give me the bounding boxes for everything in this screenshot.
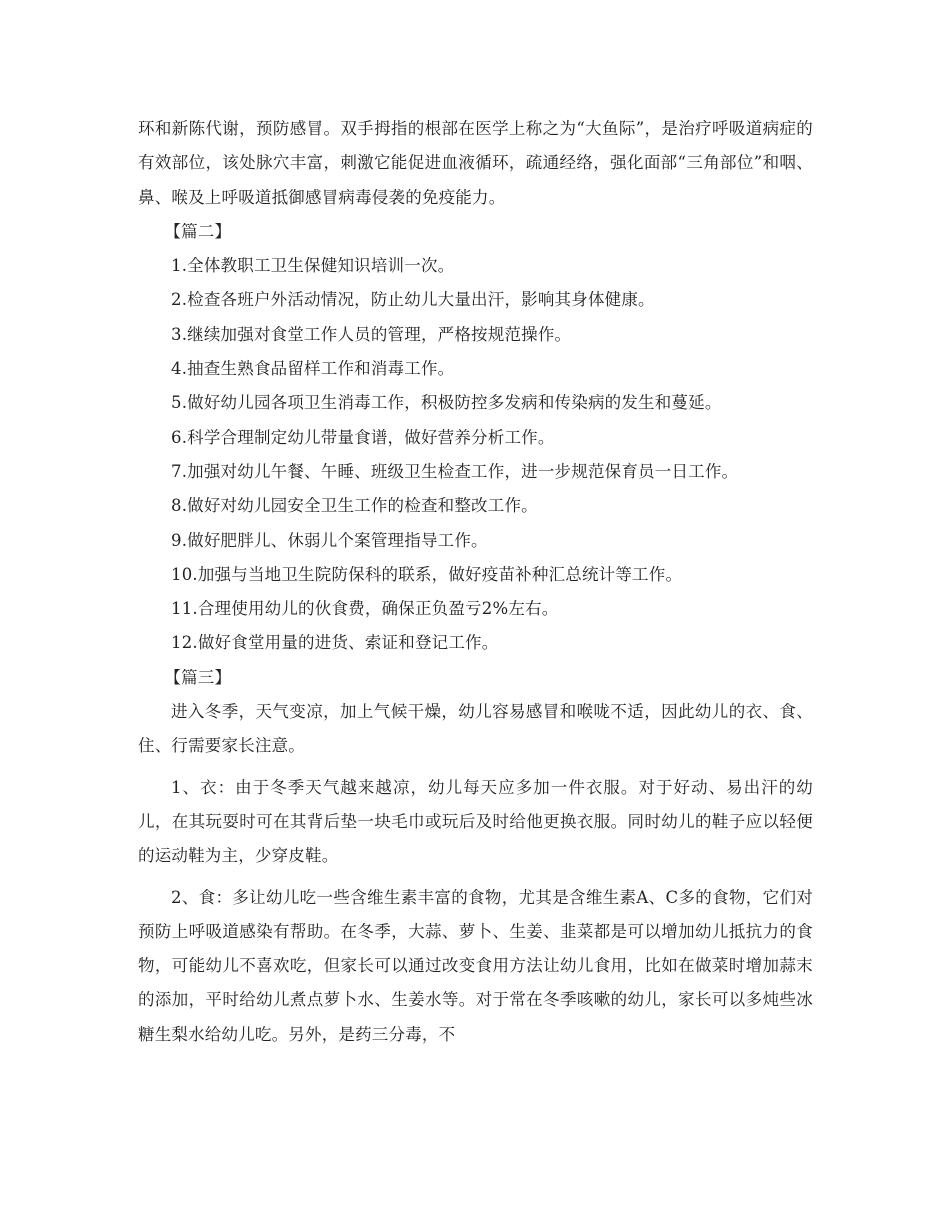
document-body xyxy=(138,112,813,1052)
paragraph-spacer xyxy=(138,764,813,771)
list-item: 12.做好食堂用量的进货、索证和登记工作。 xyxy=(171,633,499,653)
list-item: 9.做好肥胖儿、休弱儿个案管理指导工作。 xyxy=(171,530,488,550)
section-2-list xyxy=(138,249,813,661)
section-3-paragraph: 2、食：多让幼儿吃一些含维生素丰富的食物，尤其是含维生素A、C多的食物，它们对预防上呼吸道感染有帮助。在冬季，大蒜、萝卜、生姜、韭菜都是可以增加幼儿抵抗力的食物，可能幼儿不喜欢吃，但家长可以通过改变食用方法让幼儿食用，比如在做菜时增加蒜末的添加，平时给幼儿煮点萝卜水、生姜水等。对于常在冬季咳嗽的幼儿，家长可以多炖些冰糖生梨水给幼儿吃。另外，是药三分毒，不 xyxy=(138,887,813,1044)
section-3-paragraph: 1、衣：由于冬季天气越来越凉，幼儿每天应多加一件衣服。对于好动、易出汗的幼儿，在其玩耍时可在其背后垫一块毛巾或玩后及时给他更换衣服。同时幼儿的鞋子应以轻便的运动鞋为主，少穿皮鞋。 xyxy=(138,777,813,866)
list-item: 5.做好幼儿园各项卫生消毒工作，积极防控多发病和传染病的发生和蔓延。 xyxy=(171,393,722,413)
list-item: 1.全体教职工卫生保健知识培训一次。 xyxy=(171,256,455,276)
intro-paragraph: 环和新陈代谢，预防感冒。双手拇指的根部在医学上称之为“大鱼际”，是治疗呼吸道病症的有效部位，该处脉穴丰富，刺激它能促进血液循环，疏通经络，强化面部“三角部位”和咽、鼻、喉及上呼吸道抵御感冒病毒侵袭的免疫能力。 xyxy=(138,119,813,207)
section-3-paragraph: 进入冬季，天气变凉，加上气候干燥，幼儿容易感冒和喉咙不适，因此幼儿的衣、食、住、行需要家长注意。 xyxy=(138,702,813,756)
list-item: 4.抽查生熟食品留样工作和消毒工作。 xyxy=(171,359,455,379)
section-heading-2: 【篇二】 xyxy=(164,221,232,241)
list-item: 6.科学合理制定幼儿带量食谱，做好营养分析工作。 xyxy=(171,427,555,447)
list-item: 11.合理使用幼儿的伙食费，确保正负盈亏2%左右。 xyxy=(171,599,559,619)
list-item: 8.做好对幼儿园安全卫生工作的检查和整改工作。 xyxy=(171,496,538,516)
list-item: 10.加强与当地卫生院防保科的联系，做好疫苗补种汇总统计等工作。 xyxy=(171,564,683,584)
section-heading-3: 【篇三】 xyxy=(164,667,232,687)
list-item: 3.继续加强对食堂工作人员的管理，严格按规范操作。 xyxy=(171,324,572,344)
paragraph-spacer xyxy=(138,874,813,881)
list-item: 2.检查各班户外活动情况，防止幼儿大量出汗，影响其身体健康。 xyxy=(171,290,655,310)
list-item: 7.加强对幼儿午餐、午睡、班级卫生检查工作，进一步规范保育员一日工作。 xyxy=(171,461,739,481)
